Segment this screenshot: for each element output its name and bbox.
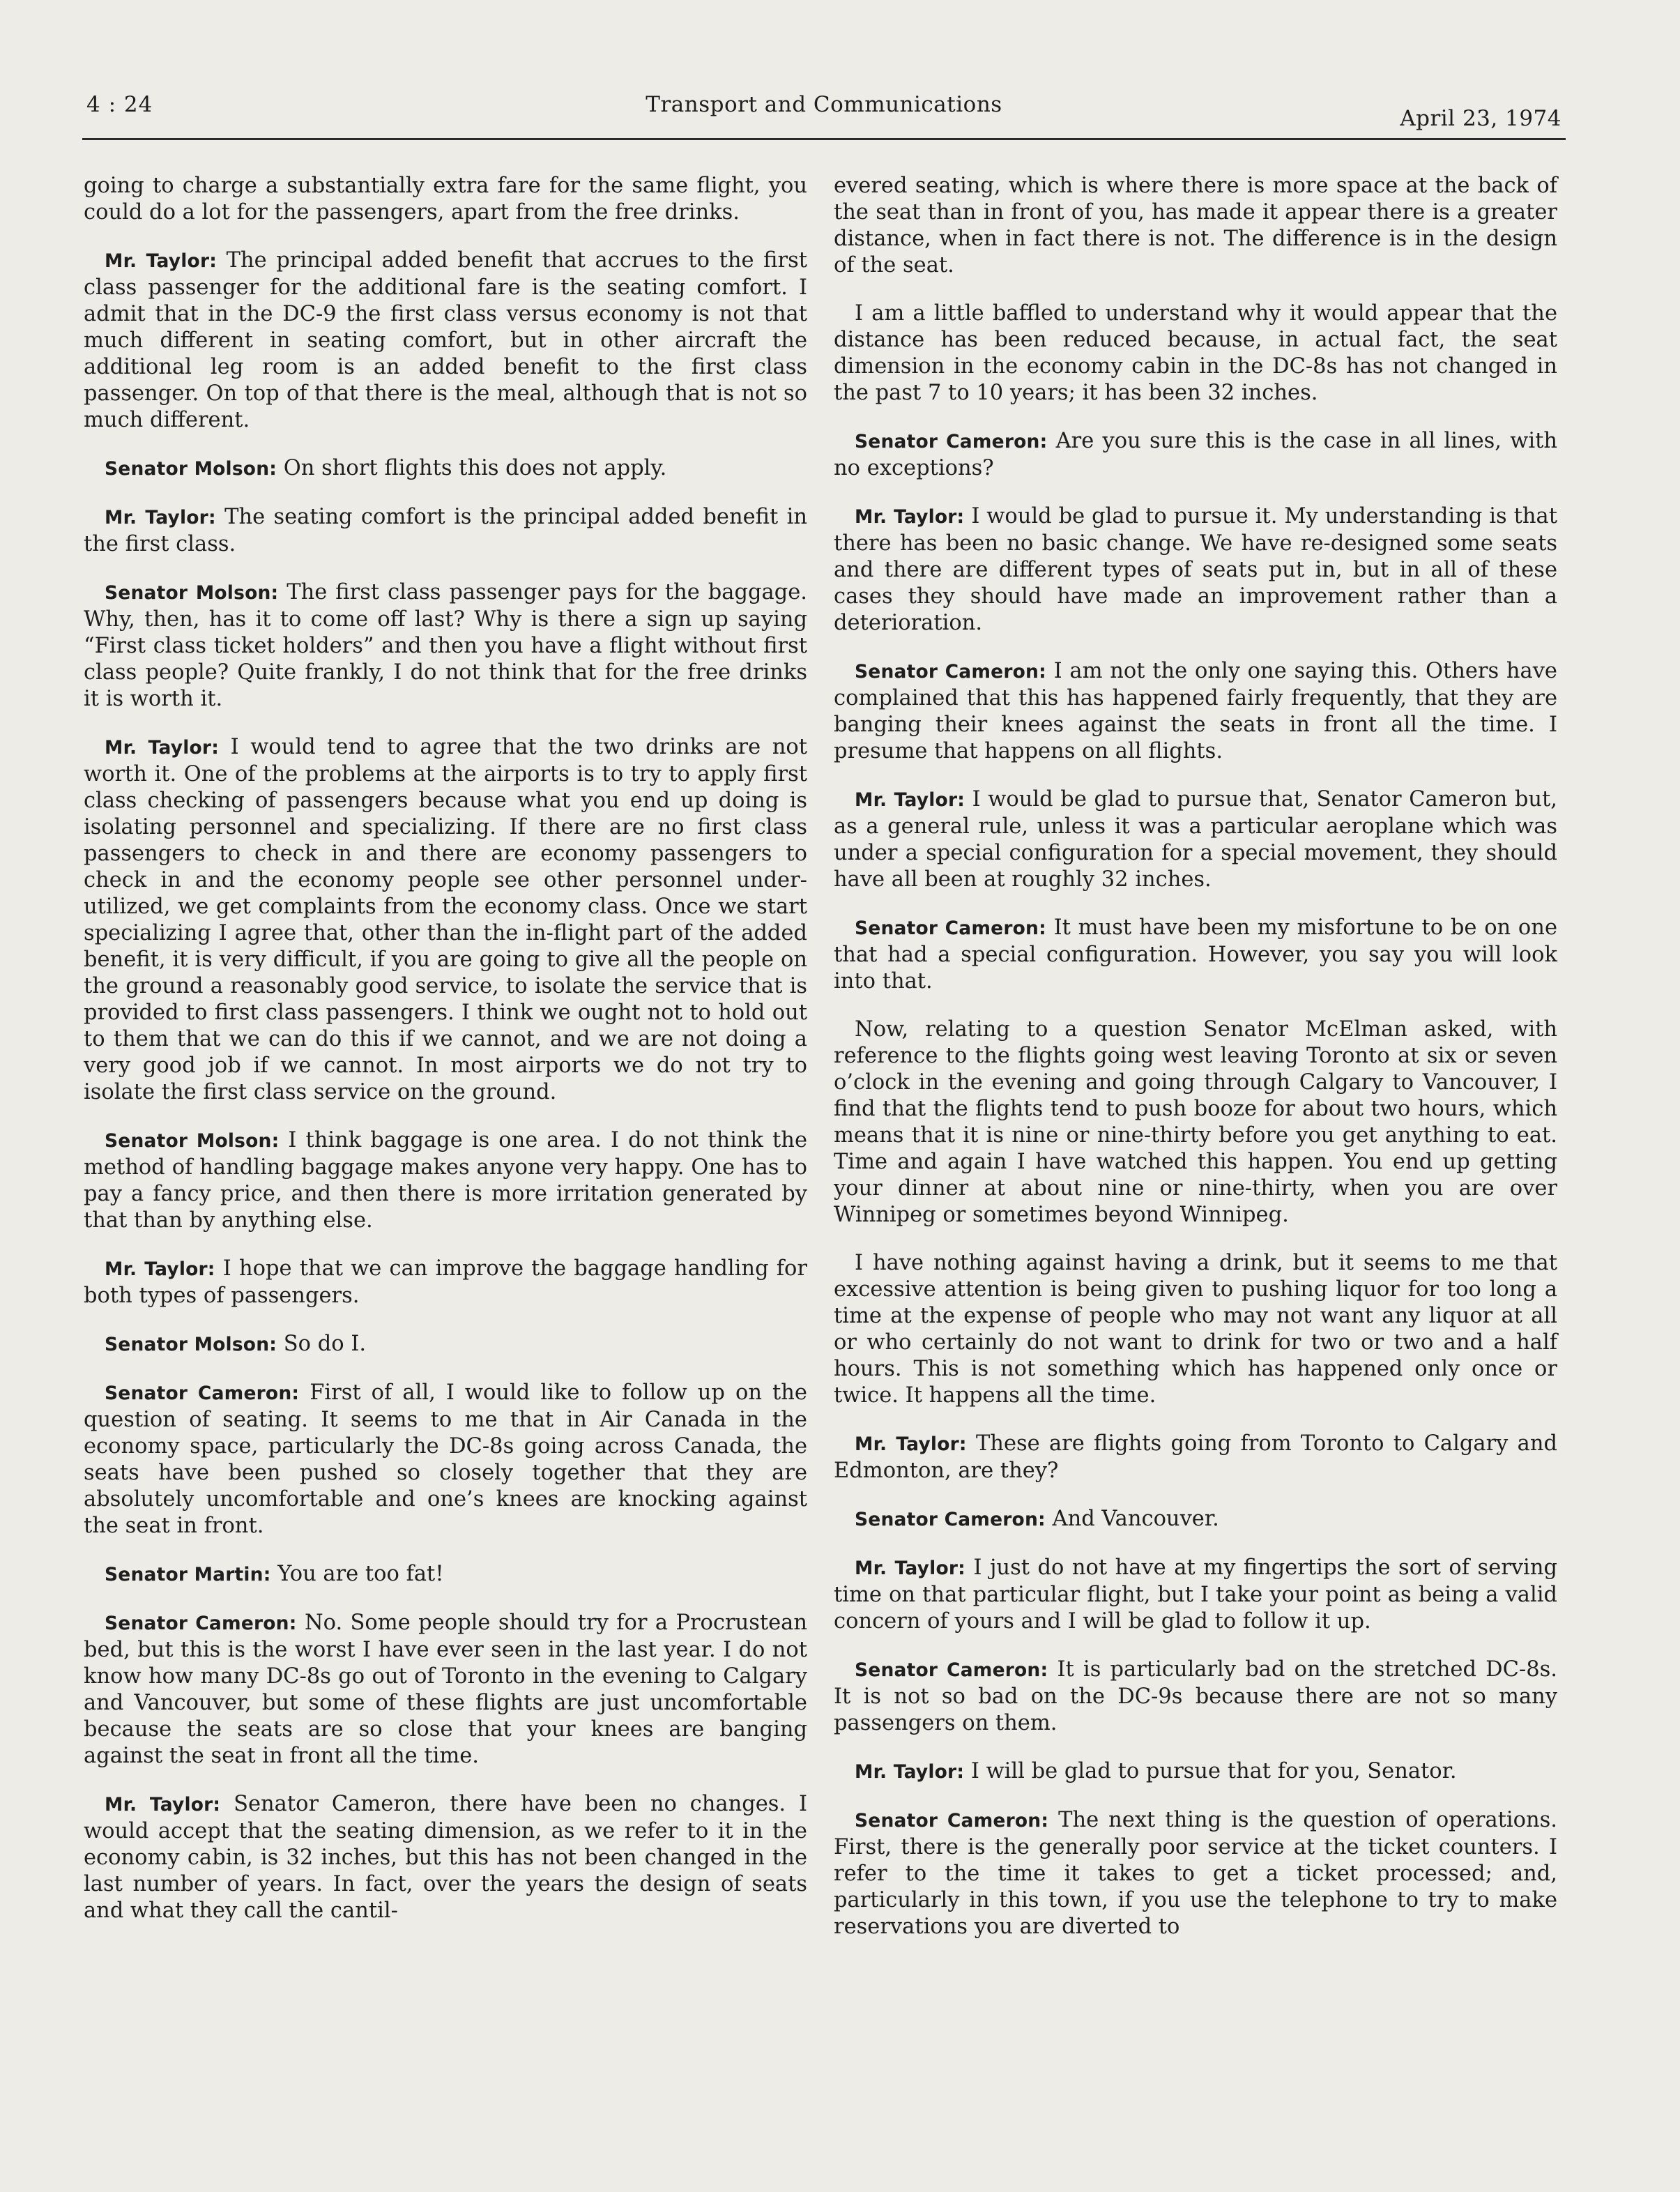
speaker-name: Mr. Taylor:: [855, 506, 965, 528]
speaker-name: Senator Martin:: [105, 1564, 271, 1585]
paragraph: [834, 503, 1557, 637]
right-column: [834, 173, 1557, 1962]
paragraph-text: These are flights going from Toronto to Calgary and Edmonton, are they?: [834, 1431, 1557, 1483]
paragraph-text: The seating comfort is the principal added benefit in the first class.: [84, 505, 807, 556]
speaker-name: Mr. Taylor:: [855, 1761, 965, 1783]
paragraph: [834, 1017, 1557, 1228]
speaker-name: Senator Cameron:: [855, 918, 1046, 939]
paragraph: [84, 504, 807, 558]
paragraph: [84, 1256, 807, 1309]
running-title: Transport and Communications: [646, 92, 1002, 117]
speaker-name: Mr. Taylor:: [105, 1258, 215, 1280]
paragraph-text: It must have been my misfortune to be on one that had a special configuration. However, you say you will look into that.: [834, 915, 1557, 994]
paragraph-text: I think baggage is one area. I do not think the method of handling baggage makes anyone very happy. One has to pay a fancy price, and then there is more irritation generated by that than by anything else.: [84, 1128, 807, 1233]
paragraph: [834, 658, 1557, 765]
speaker-name: Mr. Taylor:: [105, 1794, 221, 1816]
paragraph: [84, 734, 807, 1106]
paragraph: [834, 428, 1557, 482]
paragraph: [84, 248, 807, 434]
paragraph-text: I would be glad to pursue that, Senator Cameron but, as a general rule, unless it was a particular aeroplane which was under a special configuration for a special movement, they should have all been at roughly 32 inches.: [834, 787, 1557, 892]
paragraph: [84, 173, 807, 226]
paragraph: [84, 1561, 807, 1588]
paragraph-text: I would tend to agree that the two drinks are not worth it. One of the problems at the airports is to try to apply first class checking of passengers because what you end up doing is isolating personnel and specializing. If there are no first class passengers to check in and there are economy passengers to check in and the economy people see other personnel under-utilized, we get complaints from the economy class. Once we start specializing I agree that, other than the in-flight part of the added benefit, it is very difficult, if you are going to give all the people on the ground a reasonably good service, to isolate the service that is provided to first class passengers. I think we ought not to hold out to them that we can do this if we cannot, and we are not doing a very good job if we cannot. In most airports we do not try to isolate the first class service on the ground.: [84, 735, 807, 1104]
paragraph-text: It is particularly bad on the stretched DC-8s. It is not so bad on the DC-9s because there are not so many passengers on them.: [834, 1657, 1557, 1735]
paragraph-text: The next thing is the question of operations. First, there is the generally poor service at the ticket counters. I refer to the time it takes to get a ticket processed; and, particularly in this town, if you use the telephone to try to make reservations you are diverted to: [834, 1808, 1557, 1939]
page-date: April 23, 1974: [1400, 106, 1561, 131]
speaker-name: Mr. Taylor:: [855, 789, 965, 811]
paragraph-text: I will be glad to pursue that for you, Senator.: [970, 1759, 1457, 1783]
speaker-name: Senator Cameron:: [855, 1810, 1049, 1832]
paragraph: [834, 1506, 1557, 1533]
speaker-name: Senator Cameron:: [105, 1613, 297, 1634]
paragraph-text: The principal added benefit that accrues to the first class passenger for the additional fare is the seating comfort. I admit that in the DC-9 the first class versus economy is not that much different in seating comfort, but in other aircraft the additional leg room is an added benefit to the first class passenger. On top of that there is the meal, although that is not so much different.: [84, 248, 807, 432]
speaker-name: Senator Cameron:: [855, 1659, 1048, 1681]
paragraph-text: I would be glad to pursue it. My understanding is that there has been no basic change. We have re-designed some seats and there are different types of seats put in, but in all of these cases they should have made an improvement rather than a deterioration.: [834, 504, 1557, 635]
speaker-name: Mr. Taylor:: [105, 737, 219, 759]
paragraph-text: evered seating, which is where there is more space at the back of the seat than in front of you, has made it appear there is a greater distance, when in fact there is not. The difference is in the design of the seat.: [834, 174, 1557, 277]
left-column: [84, 173, 807, 1946]
paragraph-text: You are too fat!: [277, 1562, 444, 1586]
speaker-name: Senator Molson:: [105, 582, 279, 604]
paragraph-text: The first class passenger pays for the baggage. Why, then, has it to come off last? Why is there a sign up saying “First class ticket holders” and then you have a flight without first class people? Quite frankly, I do not think that for the free drinks it is worth it.: [84, 580, 807, 711]
paragraph: [834, 915, 1557, 995]
paragraph-text: I hope that we can improve the baggage handling for both types of passengers.: [84, 1256, 807, 1308]
speaker-name: Senator Cameron:: [855, 661, 1046, 683]
speaker-name: Senator Cameron:: [855, 431, 1048, 452]
speaker-name: Senator Molson:: [105, 1130, 280, 1152]
paragraph-text: So do I.: [283, 1332, 367, 1356]
paragraph: [84, 1610, 807, 1769]
paragraph-text: Now, relating to a question Senator McElman asked, with reference to the flights going west leaving Toronto at six or seven o’clock in the evening and going through Calgary to Vancouver, I find that the flights tend to push booze for about two hours, which means that it is nine or nine-thirty before you get anything to eat. Time and again I have watched this happen. You end up getting your dinner at about nine or nine-thirty, when you are over Winnipeg or sometimes beyond Winnipeg.: [834, 1017, 1557, 1227]
speaker-name: Senator Molson:: [105, 458, 277, 480]
paragraph: [84, 455, 807, 482]
paragraph: [84, 579, 807, 713]
speaker-name: Mr. Taylor:: [855, 1558, 965, 1579]
paragraph-text: I am not the only one saying this. Others have complained that this has happened fairly frequently, that they are banging their knees against the seats in front all the time. I presume that happens on all flights.: [834, 659, 1557, 763]
paragraph: [834, 1250, 1557, 1409]
paragraph: [834, 173, 1557, 279]
speaker-name: Senator Cameron:: [105, 1383, 300, 1404]
speaker-name: Mr. Taylor:: [855, 1433, 967, 1455]
page-number: 4 : 24: [86, 92, 153, 117]
paragraph: [834, 300, 1557, 406]
paragraph: [834, 1657, 1557, 1737]
paragraph: [84, 1331, 807, 1358]
paragraph: [834, 1431, 1557, 1484]
paragraph-text: going to charge a substantially extra fare for the same flight, you could do a lot for the passengers, apart from the free drinks.: [84, 174, 807, 224]
speaker-name: Senator Cameron:: [855, 1509, 1046, 1530]
paragraph: [834, 1555, 1557, 1635]
paragraph-text: On short flights this does not apply.: [283, 456, 667, 480]
paragraph-text: And Vancouver.: [1052, 1507, 1219, 1531]
speaker-name: Mr. Taylor:: [105, 507, 216, 528]
page-header: [82, 82, 1566, 140]
paragraph: [84, 1380, 807, 1539]
paragraph-text: First of all, I would like to follow up on the question of seating. It seems to me that in Air Canada in the economy space, particularly the DC-8s going across Canada, the seats have been pushed so closely together that they are absolutely uncomfortable and one’s knees are knocking against the seat in front.: [84, 1380, 807, 1538]
paragraph-text: I have nothing against having a drink, but it seems to me that excessive attention is being given to pushing liquor for too long a time at the expense of people who may not want any liquor at all or who certainly do not want to drink for two or two and a half hours. This is not something which has happened only once or twice. It happens all the time.: [834, 1251, 1557, 1408]
paragraph: [84, 1127, 807, 1234]
paragraph: [834, 1758, 1557, 1786]
paragraph-text: I just do not have at my fingertips the sort of serving time on that particular flight, but I take your point as being a valid concern of yours and I will be glad to follow it up.: [834, 1555, 1557, 1634]
speaker-name: Mr. Taylor:: [105, 250, 217, 272]
paragraph: [834, 786, 1557, 893]
paragraph-text: I am a little baffled to understand why it would appear that the distance has been reduced because, in actual fact, the seat dimension in the economy cabin in the DC-8s has not changed in the past 7 to 10 years; it has been 32 inches.: [834, 301, 1557, 405]
paragraph-text: Are you sure this is the case in all lines, with no exceptions?: [834, 429, 1557, 480]
paragraph-text: Senator Cameron, there have been no changes. I would accept that the seating dimension, as we refer to it in the economy cabin, is 32 inches, but this has not been changed in the last number of years. In fact, over the years the design of seats and what they call the cantil-: [84, 1792, 807, 1923]
paragraph: [84, 1791, 807, 1924]
speaker-name: Senator Molson:: [105, 1334, 277, 1355]
paragraph-text: No. Some people should try for a Procrustean bed, but this is the worst I have ever seen in the last year. I do not know how many DC-8s go out of Toronto in the evening to Calgary and Vancouver, but some of these flights are just uncomfortable because the seats are so close that your knees are banging against the seat in front all the time.: [84, 1611, 807, 1768]
paragraph: [834, 1807, 1557, 1940]
